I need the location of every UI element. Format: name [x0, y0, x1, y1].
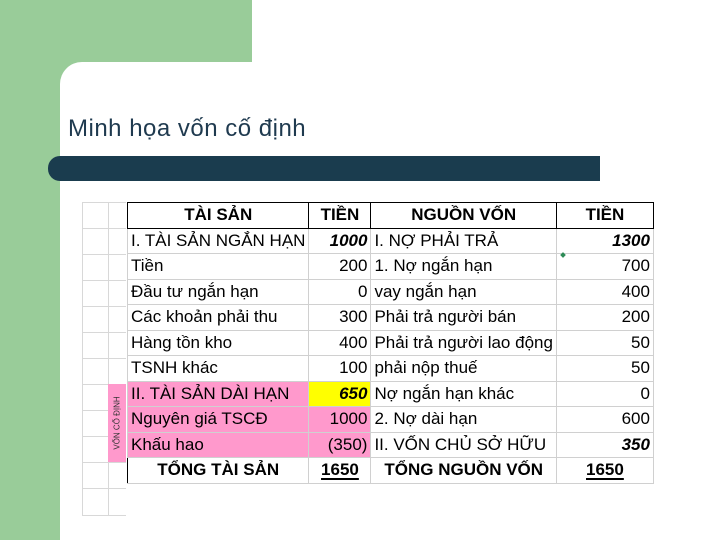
- source-label: II. VỐN CHỦ SỞ HỮU: [371, 432, 556, 458]
- asset-label: Nguyên giá TSCĐ: [128, 407, 309, 433]
- source-label: phải nộp thuế: [371, 356, 556, 382]
- source-label: 1. Nợ ngắn hạn: [371, 254, 556, 280]
- asset-label: II. TÀI SẢN DÀI HẠN: [128, 381, 309, 407]
- asset-value: 1000: [309, 228, 371, 254]
- balance-sheet-table: [127, 202, 654, 484]
- asset-label: Khấu hao: [128, 432, 309, 458]
- source-label: Phải trả người lao động: [371, 330, 556, 356]
- asset-value: 200: [309, 254, 371, 280]
- header-assets: TÀI SẢN: [128, 203, 309, 229]
- slide-title: Minh họa vốn cố định: [68, 115, 307, 142]
- table-row: [128, 279, 654, 305]
- source-label: I. NỢ PHẢI TRẢ: [371, 228, 556, 254]
- header-amount-sources: TIỀN: [556, 203, 653, 229]
- table-row: [128, 228, 654, 254]
- asset-label: TSNH khác: [128, 356, 309, 382]
- header-amount-assets: TIỀN: [309, 203, 371, 229]
- asset-value: (350): [309, 432, 371, 458]
- source-label: Nợ ngắn hạn khác: [371, 381, 556, 407]
- asset-label: I. TÀI SẢN NGẮN HẠN: [128, 228, 309, 254]
- source-value: 200: [556, 305, 653, 331]
- side-label: [108, 384, 126, 462]
- table-row: [128, 432, 654, 458]
- source-label: 2. Nợ dài hạn: [371, 407, 556, 433]
- asset-value: 100: [309, 356, 371, 382]
- total-sources-label: TỔNG NGUỒN VỐN: [371, 458, 556, 484]
- source-value: 0: [556, 381, 653, 407]
- header-sources: NGUỒN VỐN: [371, 203, 556, 229]
- source-label: vay ngắn hạn: [371, 279, 556, 305]
- table-header-row: [128, 203, 654, 229]
- source-value: 600: [556, 407, 653, 433]
- table-row: [128, 330, 654, 356]
- source-value: 350: [556, 432, 653, 458]
- table-row: [128, 356, 654, 382]
- source-value: 1300: [556, 228, 653, 254]
- table-row: [128, 254, 654, 280]
- totals-row: [128, 458, 654, 484]
- total-sources-value: 1650: [586, 460, 624, 480]
- asset-label: Các khoản phải thu: [128, 305, 309, 331]
- source-value: 50: [556, 330, 653, 356]
- asset-label: Hàng tồn kho: [128, 330, 309, 356]
- side-label-text: VỐN CỐ ĐỊNH: [112, 396, 122, 450]
- source-value: 50: [556, 356, 653, 382]
- source-value: 400: [556, 279, 653, 305]
- title-underline-bar: [48, 156, 600, 181]
- source-value: 700: [556, 254, 653, 280]
- table-row: [128, 305, 654, 331]
- source-label: Phải trả người bán: [371, 305, 556, 331]
- asset-value: 1000: [309, 407, 371, 433]
- total-assets-label: TỔNG TÀI SẢN: [128, 458, 309, 484]
- left-grid-columns: [82, 202, 126, 516]
- asset-value: 400: [309, 330, 371, 356]
- asset-value: 300: [309, 305, 371, 331]
- asset-label: Tiền: [128, 254, 309, 280]
- table-row: [128, 407, 654, 433]
- asset-value: 650: [309, 381, 371, 407]
- total-assets-value: 1650: [321, 460, 359, 480]
- table-row: [128, 381, 654, 407]
- asset-label: Đầu tư ngắn hạn: [128, 279, 309, 305]
- asset-value: 0: [309, 279, 371, 305]
